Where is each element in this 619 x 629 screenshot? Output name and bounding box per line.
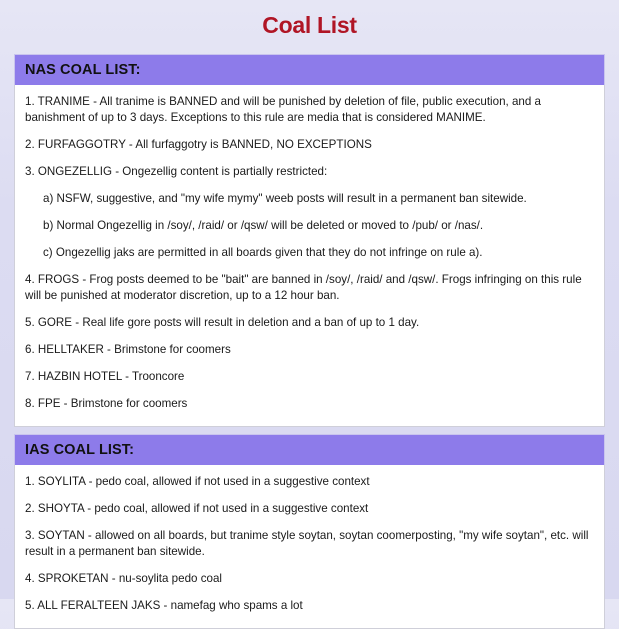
- section-header: NAS COAL LIST:: [14, 54, 605, 85]
- section-header: IAS COAL LIST:: [14, 434, 605, 465]
- rule-item: 1. SOYLITA - pedo coal, allowed if not used in a suggestive context: [25, 475, 370, 489]
- sections-container: [14, 54, 605, 629]
- rule-item: 7. HAZBIN HOTEL - Trooncore: [25, 370, 185, 384]
- rule-subitem: a) NSFW, suggestive, and "my wife mymy" weeb posts will result in a permanent ban sitewide.: [43, 192, 527, 206]
- section-body: [14, 465, 605, 629]
- coal-list-section: [14, 54, 605, 427]
- coal-list-section: [14, 434, 605, 629]
- rule-subitem: c) Ongezellig jaks are permitted in all boards given that they do not infringe on rule a).: [43, 246, 483, 260]
- rule-item: 5. ALL FERALTEEN JAKS - namefag who spams a lot: [25, 599, 303, 613]
- rule-item: 4. FROGS - Frog posts deemed to be "bait" are banned in /soy/, /raid/ and /qsw/. Frogs infringing on this rule will be punished at moderator discretion, up to a 12 hour ban.: [25, 273, 582, 303]
- rule-item: 3. SOYTAN - allowed on all boards, but tranime style soytan, soytan coomerposting, "my wife soytan", etc. will result in a permanent ban sitewide.: [25, 529, 589, 559]
- rule-subitem: b) Normal Ongezellig in /soy/, /raid/ or /qsw/ will be deleted or moved to /pub/ or /nas/.: [43, 219, 484, 233]
- rule-item: 1. TRANIME - All tranime is BANNED and will be punished by deletion of file, public execution, and a banishment of up to 3 days. Exceptions to this rule are media that is considered MANIME.: [25, 95, 541, 125]
- rule-item: 8. FPE - Brimstone for coomers: [25, 397, 188, 411]
- rule-item: 2. SHOYTA - pedo coal, allowed if not used in a suggestive context: [25, 502, 369, 516]
- rule-item: 5. GORE - Real life gore posts will result in deletion and a ban of up to 1 day.: [25, 316, 420, 330]
- rule-item: 6. HELLTAKER - Brimstone for coomers: [25, 343, 231, 357]
- rule-item: 3. ONGEZELLIG - Ongezellig content is partially restricted:: [25, 165, 328, 179]
- rule-item: 4. SPROKETAN - nu-soylita pedo coal: [25, 572, 222, 586]
- section-body: [14, 85, 605, 427]
- rule-item: 2. FURFAGGOTRY - All furfaggotry is BANNED, NO EXCEPTIONS: [25, 138, 372, 152]
- page-title: Coal List: [262, 12, 357, 38]
